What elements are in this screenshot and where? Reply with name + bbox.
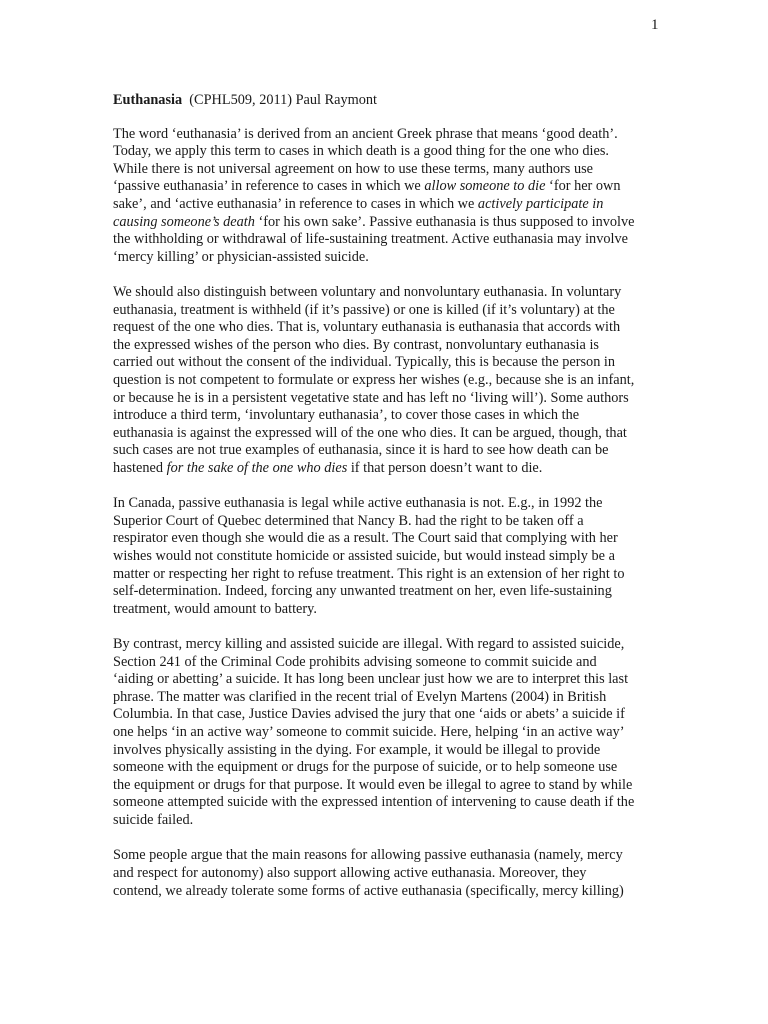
paragraph xyxy=(113,847,659,900)
paragraphs xyxy=(113,126,659,901)
text-line xyxy=(113,460,659,478)
text-line xyxy=(113,337,659,355)
text-line xyxy=(113,883,659,901)
text-segment: Today, we apply this term to cases in which death is a good thing for the one who dies. xyxy=(113,143,609,160)
text-segment: sake’, and ‘active euthanasia’ in reference to cases in which we xyxy=(113,195,478,212)
text-line xyxy=(113,724,659,742)
text-line xyxy=(113,161,659,179)
text-segment: wishes would not constitute homicide or assisted suicide, but would instead simply be a xyxy=(113,548,615,565)
text-segment: Some people argue that the main reasons for allowing passive euthanasia (namely, mercy xyxy=(113,847,623,864)
text-segment: ‘passive euthanasia’ in reference to cases in which we xyxy=(113,178,425,195)
text-line xyxy=(113,601,659,619)
text-segment: or because he is in a persistent vegetative state and has left no ‘living will’). Some authors xyxy=(113,389,629,406)
text-line xyxy=(113,372,659,390)
text-segment: matter or respecting her right to refuse treatment. This right is an extension of her right to xyxy=(113,565,625,582)
text-segment: introduce a third term, ‘involuntary euthanasia’, to cover those cases in which the xyxy=(113,407,580,424)
text-segment: ‘mercy killing’ or physician-assisted suicide. xyxy=(113,248,369,265)
emphasis-text: causing someone’s death xyxy=(113,213,255,230)
text-line xyxy=(113,425,659,443)
emphasis-text: for the sake of the one who dies xyxy=(166,459,348,476)
document-body xyxy=(113,92,659,918)
text-line xyxy=(113,214,659,232)
text-line xyxy=(113,126,659,144)
text-line xyxy=(113,495,659,513)
text-line xyxy=(113,706,659,724)
text-segment: the withholding or withdrawal of life-sustaining treatment. Active euthanasia may involve xyxy=(113,231,628,248)
text-segment: Superior Court of Quebec determined that Nancy B. had the right to be taken off a xyxy=(113,512,584,529)
text-segment: carried out without the consent of the individual. Typically, this is because the person in xyxy=(113,354,616,371)
text-line xyxy=(113,636,659,654)
text-segment: By contrast, mercy killing and assisted suicide are illegal. With regard to assisted suicide, xyxy=(113,636,625,653)
text-line xyxy=(113,354,659,372)
text-line xyxy=(113,143,659,161)
text-line xyxy=(113,249,659,267)
text-line xyxy=(113,407,659,425)
text-line xyxy=(113,442,659,460)
text-line xyxy=(113,742,659,760)
text-line xyxy=(113,777,659,795)
text-line xyxy=(113,566,659,584)
text-segment: euthanasia is against the expressed will of the one who dies. It can be argued, though, that xyxy=(113,424,627,441)
text-line xyxy=(113,231,659,249)
text-line xyxy=(113,196,659,214)
text-line xyxy=(113,178,659,196)
text-segment: someone attempted suicide with the expressed intention of intervening to cause death if the xyxy=(113,794,635,811)
text-segment: such cases are not true examples of euthanasia, since it is hard to see how death can be xyxy=(113,442,609,459)
text-line xyxy=(113,583,659,601)
text-line xyxy=(113,671,659,689)
title-course-author: (CPHL509, 2011) Paul Raymont xyxy=(189,92,378,108)
text-line xyxy=(113,513,659,531)
text-segment: question is not competent to formulate or express her wishes (e.g., because she is an infant, xyxy=(113,372,635,388)
text-segment: if that person doesn’t want to die. xyxy=(347,459,543,476)
text-line xyxy=(113,390,659,408)
title-topic: Euthanasia xyxy=(113,92,183,108)
emphasis-text: allow someone to die xyxy=(424,178,546,195)
paragraph xyxy=(113,636,659,830)
text-segment: euthanasia, treatment is withheld (if it’s passive) or one is killed (if it’s voluntary) at the xyxy=(113,301,615,318)
text-segment: phrase. The matter was clarified in the recent trial of Evelyn Martens (2004) in British xyxy=(113,688,607,705)
text-segment: ‘aiding or abetting’ a suicide. It has long been unclear just how we are to interpret this last xyxy=(113,671,629,688)
page-number: 1 xyxy=(651,17,659,33)
text-segment: The word ‘euthanasia’ is derived from an ancient Greek phrase that means ‘good death’. xyxy=(113,125,618,142)
paragraph xyxy=(113,284,659,478)
text-segment: self-determination. Indeed, forcing any unwanted treatment on her, even life-sustaining xyxy=(113,583,612,600)
text-line xyxy=(113,530,659,548)
text-segment: someone with the equipment or drugs for the purpose of suicide, or to help someone use xyxy=(113,759,618,776)
text-segment: While there is not universal agreement on how to use these terms, many authors use xyxy=(113,160,594,177)
text-segment: request of the one who dies. That is, voluntary euthanasia is euthanasia that accords with xyxy=(113,319,621,336)
text-segment: ‘for his own sake’. Passive euthanasia is thus supposed to involve xyxy=(254,213,635,230)
text-line xyxy=(113,302,659,320)
paragraph xyxy=(113,495,659,618)
text-line xyxy=(113,654,659,672)
emphasis-text: actively participate in xyxy=(477,195,604,212)
text-segment: Section 241 of the Criminal Code prohibits advising someone to commit suicide and xyxy=(113,653,597,670)
text-segment: the equipment or drugs for that purpose. It would even be illegal to agree to stand by while xyxy=(113,776,633,793)
text-segment: one helps ‘in an active way’ someone to commit suicide. Here, helping ‘in an active way’ xyxy=(113,724,625,741)
text-line xyxy=(113,812,659,830)
text-segment: We should also distinguish between voluntary and nonvoluntary euthanasia. In voluntary xyxy=(113,284,622,301)
text-line xyxy=(113,689,659,707)
text-segment: ‘for her own xyxy=(545,178,621,195)
text-line xyxy=(113,548,659,566)
text-segment: contend, we already tolerate some forms of active euthanasia (specifically, mercy killing) xyxy=(113,882,624,899)
text-segment: respirator even though she would die as a result. The Court said that complying with her xyxy=(113,530,618,547)
text-line xyxy=(113,847,659,865)
text-segment: In Canada, passive euthanasia is legal while active euthanasia is not. E.g., in 1992 the xyxy=(113,495,603,512)
text-line xyxy=(113,759,659,777)
text-segment: treatment, would amount to battery. xyxy=(113,600,317,617)
text-segment: involves physically assisting in the dying. For example, it would be illegal to provide xyxy=(113,741,601,758)
paragraph xyxy=(113,126,659,267)
text-line xyxy=(113,319,659,337)
text-segment: Columbia. In that case, Justice Davies advised the jury that one ‘aids or abets’ a suicide if xyxy=(113,706,625,723)
text-segment: hastened xyxy=(113,459,167,476)
text-segment: the expressed wishes of the person who dies. By contrast, nonvoluntary euthanasia is xyxy=(113,336,599,353)
document-title xyxy=(113,92,659,110)
text-line xyxy=(113,794,659,812)
text-segment: suicide failed. xyxy=(113,812,194,829)
text-segment: and respect for autonomy) also support allowing active euthanasia. Moreover, they xyxy=(113,864,587,881)
text-line xyxy=(113,865,659,883)
text-line xyxy=(113,284,659,302)
